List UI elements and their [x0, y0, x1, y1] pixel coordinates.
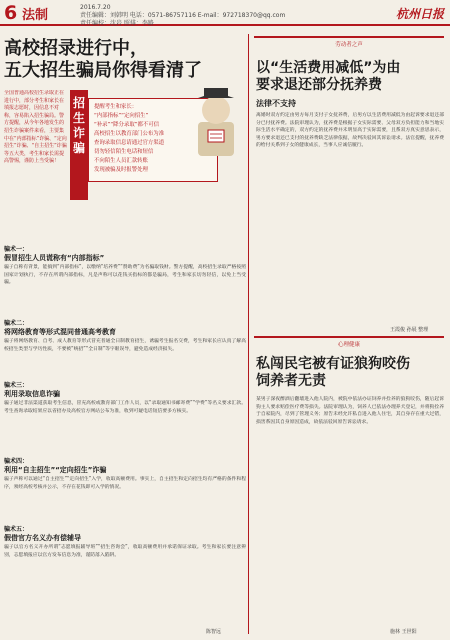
section-5-title: 假借官方名义办有偿辅导 — [4, 534, 81, 542]
section-5-text: 骗子以官方名义开办所谓“志愿填报辅导班”“招生咨询会”，收取高额费用并承诺保证录取。考生和家长要注意辨别，志愿填报应以官方发布信息为准，谨防落入陷阱。 — [4, 545, 246, 558]
section-4-title: 利用“自主招生”“定向招生”诈骗 — [4, 466, 107, 474]
section-3-heading — [4, 380, 60, 399]
right-article-1-text: 离婚时双方约定由男方每月支付子女抚养费，后男方以生活费用减低为由起诉要求退还部分已付抚养费。法院审理认为，抚养费是根据子女实际需要、父母双方负担能力和当地实际生活水平确定的，双方约定的抚养费并未明显高于实际需要，且系双方真实意思表示，男方要求退还已支付的抚养费缺乏法律依据，故判决驳回其诉讼请求。法官提醒，抚养费的给付关系到子女的健康成长，当事人应诚信履行。 — [256, 113, 444, 149]
callout-line: 高校招生以教育部门公布为准 — [94, 131, 165, 137]
right-article-2-text: 某男子深夜醉酒后翻墙进入他人院内，被院中依法办证饲养并拴养的狼狗咬伤，随后起诉狗主人要求赔偿医疗费等损失。法院审理认为，饲养人已依法办理养犬登记，并将狗拴养于自家院内，尽到了管理义务；原告未经允许私自进入他人住宅，其自身存在重大过错，损害系因其自身原因造成，故依法驳回原告诉讼请求。 — [256, 397, 444, 425]
callout-line: 查询录取信息请通过官方渠道 — [94, 140, 165, 146]
section-1-heading — [4, 244, 104, 263]
right-column-mid-rule — [254, 336, 444, 338]
header-meta — [80, 4, 285, 28]
right-byline-2: 施林 王世阳 — [390, 629, 417, 635]
callout-line: 不向陌生人员汇款转账 — [94, 158, 148, 164]
section-2-text: 骗子将网络教育、自考、成人教育等形式冒充普通全日制教育招生，诱骗考生报名交费，考生和家长应认真了解高校招生类型与学历性质，不要被“统招”“全日制”等字眼误导，避免造成经济损失。 — [4, 339, 246, 352]
page-header — [0, 0, 450, 26]
right-byline-1: 王霞俊 孙展 整理 — [390, 327, 429, 333]
section-4-kicker: 骗术四： — [4, 458, 29, 465]
section-4-text: 骗子声称可以通过“自主招生”“定向招生”入学，收取高额费用。事实上，自主招生和定向招生均有严格的条件和程序，须经高校考核并公示，不存在花钱即可入学的情况。 — [4, 477, 246, 490]
callout-line: 发现被骗及时报警处理 — [94, 167, 148, 173]
section-4-heading — [4, 456, 106, 475]
section-1-kicker: 骗术一： — [4, 246, 29, 253]
section-name: 法制 — [22, 8, 49, 23]
main-headline — [4, 38, 249, 82]
left-byline: 陈智远 — [206, 629, 222, 635]
right-headline-1 — [256, 60, 446, 94]
section-3-text: 骗子通过非法渠道获取考生信息，冒充高校或教育部门工作人员，以“录取通知书邮寄费”“学费”等名义要求汇款。考生查询录取结果应以省招办及高校官方网站公布为准，收到可疑电话短信要多方核实。 — [4, 401, 246, 414]
right-headline-2-line-1: 私闯民宅被有证狼狗咬伤 — [256, 356, 410, 372]
right-column-top-rule — [254, 36, 444, 38]
section-5-heading — [4, 524, 81, 543]
callout-line: 切勿轻信陌生电话和短信 — [94, 149, 154, 155]
section-3-title: 利用录取信息诈骗 — [4, 390, 60, 398]
header-editor-info: 责任编辑：刘韩明 电话：0571-86757116 E-mail：972718370@qq.com — [80, 12, 286, 19]
callout-line: “补录”“降分录取”都不可信 — [94, 122, 160, 128]
header-editor-info-2: 责任编校：沈岩 照排：李路 — [80, 20, 154, 27]
right-headline-1-line-2: 要求退还部分抚养费 — [256, 77, 382, 93]
main-headline-line-1: 高校招录进行中， — [4, 38, 148, 59]
callout-line: “内部指标”“定向招生” — [94, 113, 149, 119]
right-column-header-2: 心理健康 — [337, 342, 360, 348]
right-headline-1-line-1: 以“生活费用减低”为由 — [256, 60, 401, 76]
callout-line: 提醒考生和家长： — [94, 104, 138, 110]
section-5-kicker: 骗术五： — [4, 526, 29, 533]
main-headline-line-2: 五大招生骗局你得看清了 — [4, 60, 202, 81]
right-headline-2-line-2: 饲养者无责 — [256, 373, 326, 389]
lead-paragraph: 全国普通高校招生录取正在进行中，部分考生和家长在填报志愿时，因信息不对称，容易陷入招生骗局。警方提醒，从今年各地发生的招生诈骗案件来看，主要集中在“内部指标”诈骗、“定向招生”诈骗、“自主招生”诈骗等五大类，考生和家长需提高警惕，谨防上当受骗！ — [4, 90, 67, 165]
newspaper-brand: 杭州日报 — [395, 7, 444, 21]
right-kicker: 法律不支持 — [256, 99, 296, 108]
column-divider — [248, 34, 249, 634]
right-headline-2 — [256, 356, 446, 390]
header-date: 2016.7.20 — [80, 4, 111, 11]
scam-illustration — [190, 82, 242, 164]
section-3-kicker: 骗术三： — [4, 382, 29, 389]
right-column-header-1: 劳动者之声 — [335, 42, 363, 48]
page-number: 6 — [4, 2, 18, 24]
section-2-heading — [4, 318, 116, 337]
section-1-text: 骗子自称有背景，能搞到“内部指标”，以缴纳“培养费”“赞助费”为名骗取钱财。警方提醒，高校招生录取严格按照国家计划执行，不存在所谓内部指标，凡是声称可以花钱买指标的都是骗局，考生和家长切勿轻信，以免上当受骗。 — [4, 265, 246, 286]
topic-tag: 招生诈骗 — [70, 90, 88, 200]
section-1-title: 假冒招生人员谎称有“内部指标” — [4, 254, 105, 262]
section-2-title: 将网络教育等形式混同普通高考教育 — [4, 328, 116, 336]
section-2-kicker: 骗术二： — [4, 320, 29, 327]
